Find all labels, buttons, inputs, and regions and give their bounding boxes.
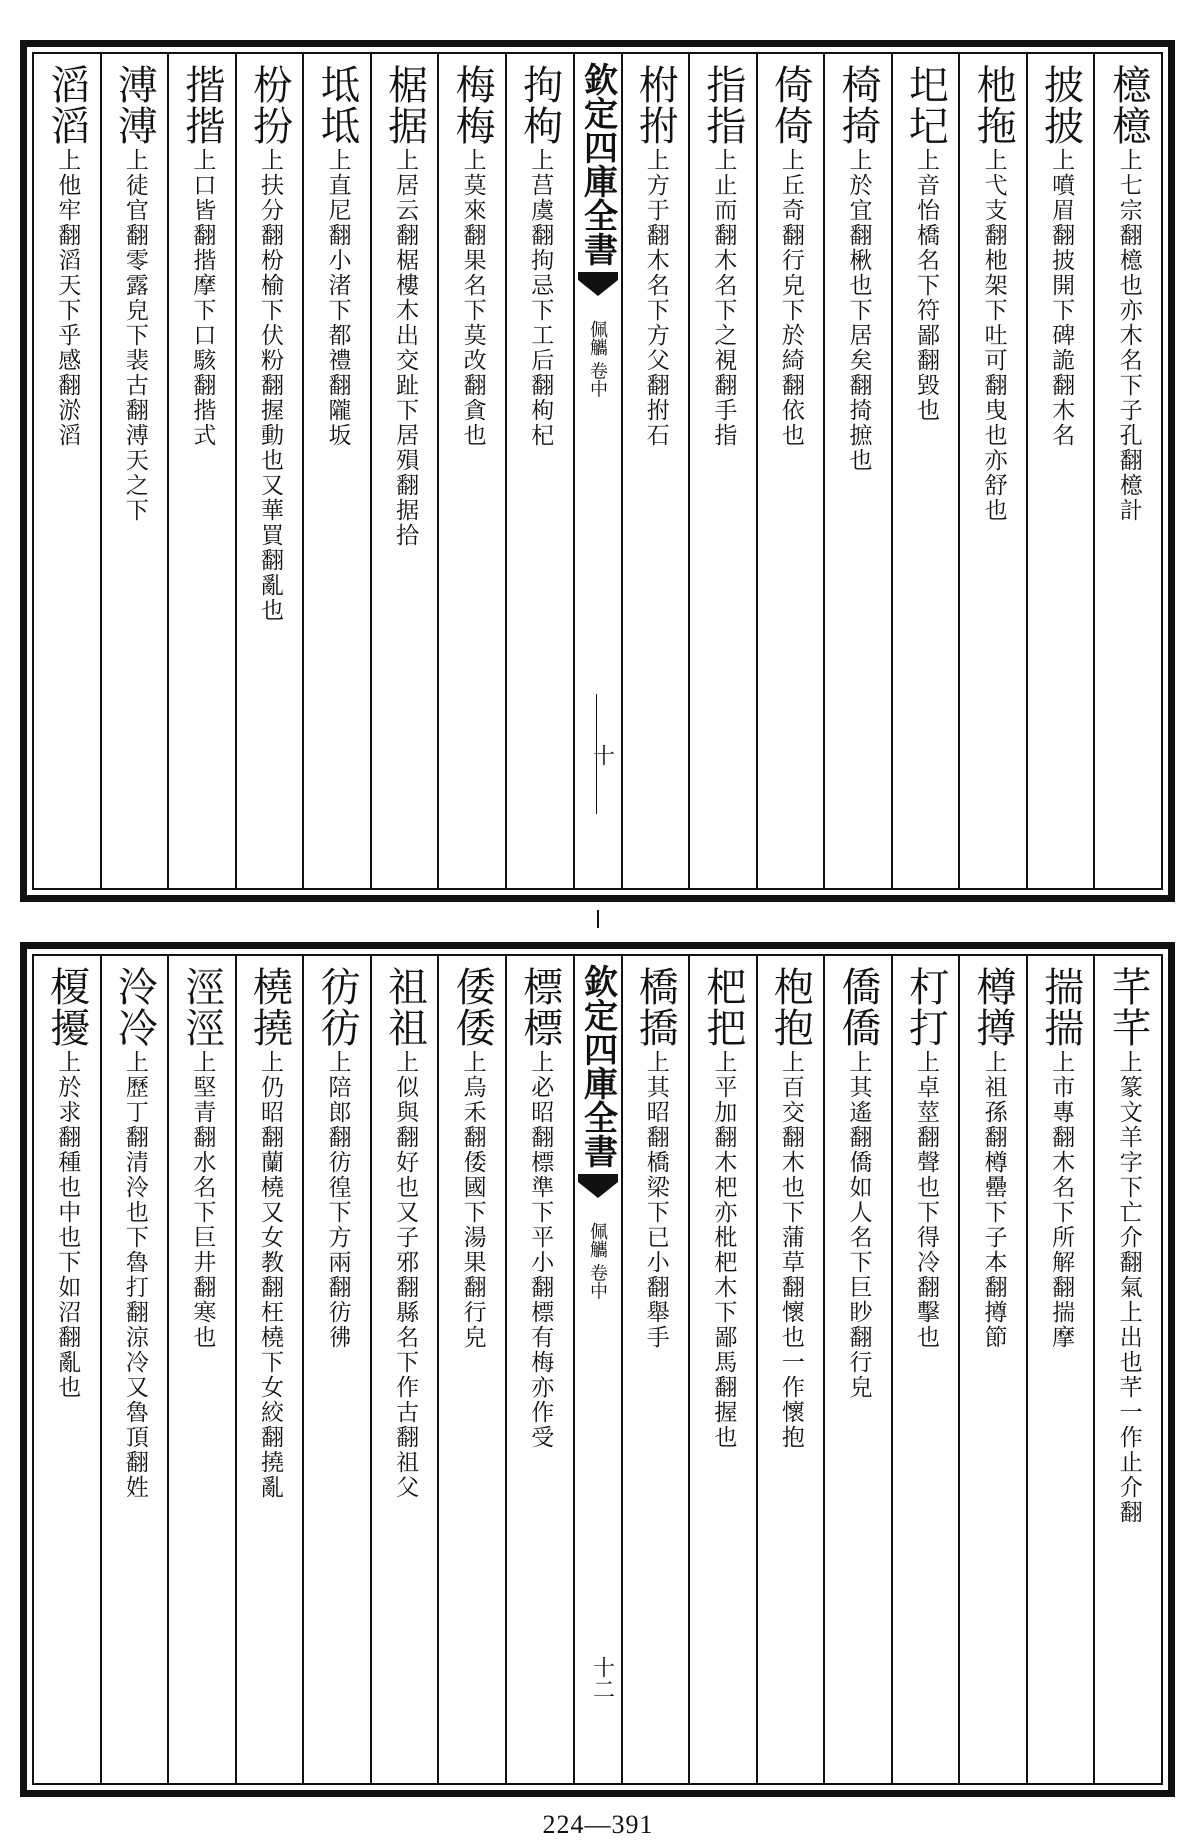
entry-column bbox=[688, 956, 756, 1783]
entry-column bbox=[621, 956, 689, 1783]
entry-note: 上口皆翻揩摩下口駭翻揩式 bbox=[189, 148, 216, 448]
entry-note: 上堅青翻水名下巨井翻寒也 bbox=[189, 1050, 216, 1350]
entry-note: 上直尼翻小渚下都禮翻隴坂 bbox=[324, 148, 351, 448]
entry-note: 上仍昭翻蘭橈又女教翻枉橈下女絞翻撓亂 bbox=[256, 1050, 283, 1500]
entry-note: 上陪郎翻彷徨下方兩翻彷彿 bbox=[324, 1050, 351, 1350]
upper-page-frame bbox=[20, 40, 1175, 902]
lower-page-frame bbox=[20, 942, 1175, 1797]
entry-head: 僑僑 bbox=[834, 966, 881, 1048]
entry-column bbox=[100, 956, 168, 1783]
entry-column bbox=[621, 54, 689, 888]
entry-column bbox=[302, 54, 370, 888]
entry-column bbox=[235, 956, 303, 1783]
entry-head: 泠冷 bbox=[111, 966, 158, 1048]
entry-note: 上篆文羊字下亡介翻氣上出也芊一作止介翻 bbox=[1115, 1050, 1142, 1525]
entry-note: 上他牢翻滔天下乎感翻淤滔 bbox=[54, 148, 81, 448]
entry-head: 樽撙 bbox=[970, 966, 1017, 1048]
entry-note: 上止而翻木名下之視翻手指 bbox=[710, 148, 737, 448]
entry-note: 上丘奇翻行皃下於綺翻依也 bbox=[777, 148, 804, 448]
entry-note: 上歷丁翻清泠也下魯打翻涼冷又魯頂翻姓 bbox=[121, 1050, 148, 1500]
entry-column bbox=[370, 54, 438, 888]
entry-column bbox=[167, 54, 235, 888]
entry-column bbox=[958, 956, 1026, 1783]
entry-head: 坻坻 bbox=[314, 64, 361, 146]
entry-note: 上莒虞翻拘忌下工后翻枸杞 bbox=[527, 148, 554, 448]
page-reference: 224—391 bbox=[542, 1810, 654, 1839]
page-number: 十二 bbox=[589, 1656, 615, 1700]
entry-note: 上卓莖翻聲也下得冷翻擊也 bbox=[913, 1050, 940, 1350]
volume-label: 佩觿 卷中 bbox=[587, 1222, 608, 1300]
entry-column bbox=[34, 956, 100, 1783]
entry-column bbox=[891, 54, 959, 888]
entry-head: 椅掎 bbox=[834, 64, 881, 146]
center-column bbox=[573, 956, 621, 1783]
entry-head: 檍檍 bbox=[1105, 64, 1152, 146]
entry-note: 上莫來翻果名下莫改翻貪也 bbox=[459, 148, 486, 448]
entry-note: 上音怡橋名下符鄙翻毀也 bbox=[913, 148, 940, 423]
entry-column bbox=[100, 54, 168, 888]
entry-head: 橋撟 bbox=[632, 966, 679, 1048]
entry-head: 柎拊 bbox=[632, 64, 679, 146]
entry-head: 芊芊 bbox=[1105, 966, 1152, 1048]
entry-head: 梅梅 bbox=[449, 64, 496, 146]
entry-column bbox=[235, 54, 303, 888]
entry-note: 上扶分翻枌榆下伏粉翻握動也又華買翻亂也 bbox=[256, 148, 283, 623]
entry-note: 上其昭翻橋梁下已小翻舉手 bbox=[642, 1050, 669, 1350]
entry-head: 揩揩 bbox=[178, 64, 225, 146]
volume-label: 佩觿 卷中 bbox=[587, 320, 608, 398]
entry-note: 上平加翻木杷亦枇杷木下鄙馬翻握也 bbox=[710, 1050, 737, 1450]
entry-head: 滔滔 bbox=[43, 64, 90, 146]
entry-note: 上烏禾翻倭國下湯果翻行皃 bbox=[459, 1050, 486, 1350]
entry-head: 指指 bbox=[699, 64, 746, 146]
entry-column bbox=[505, 54, 573, 888]
entry-head: 朾打 bbox=[902, 966, 949, 1048]
book-title: 欽定四庫全書 bbox=[577, 964, 618, 1168]
center-column bbox=[573, 54, 621, 888]
entry-note: 上噴眉翻披開下碑詭翻木名 bbox=[1048, 148, 1075, 448]
entry-note: 上其遙翻僑如人名下巨眇翻行皃 bbox=[845, 1050, 872, 1400]
entry-note: 上於宜翻楸也下居矣翻掎摭也 bbox=[845, 148, 872, 473]
lower-page-columns bbox=[32, 954, 1163, 1785]
entry-column bbox=[1093, 54, 1161, 888]
fish-tail-mark-icon bbox=[578, 1174, 618, 1214]
entry-head: 杷把 bbox=[699, 966, 746, 1048]
entry-head: 揣揣 bbox=[1037, 966, 1084, 1048]
entry-column bbox=[505, 956, 573, 1783]
entry-column bbox=[1093, 956, 1161, 1783]
entry-head: 倭倭 bbox=[449, 966, 496, 1048]
entry-column bbox=[756, 54, 824, 888]
entry-head: 標標 bbox=[516, 966, 563, 1048]
entry-note: 上於求翻種也中也下如沼翻亂也 bbox=[54, 1050, 81, 1400]
entry-head: 彷彷 bbox=[314, 966, 361, 1048]
entry-head: 祖祖 bbox=[381, 966, 428, 1048]
entry-column bbox=[34, 54, 100, 888]
entry-column bbox=[1026, 956, 1094, 1783]
entry-head: 椐据 bbox=[381, 64, 428, 146]
entry-head: 枹抱 bbox=[767, 966, 814, 1048]
entry-note: 上徒官翻零露皃下裴古翻溥天之下 bbox=[121, 148, 148, 523]
entry-note: 上居云翻椐樓木出交趾下居殞翻据拾 bbox=[392, 148, 419, 548]
entry-head: 涇涇 bbox=[178, 966, 225, 1048]
entry-column bbox=[823, 54, 891, 888]
entry-note: 上方于翻木名下方父翻拊石 bbox=[642, 148, 669, 448]
entry-column bbox=[370, 956, 438, 1783]
entry-column bbox=[437, 54, 505, 888]
entry-column bbox=[1026, 54, 1094, 888]
book-title: 欽定四庫全書 bbox=[577, 62, 618, 266]
entry-column bbox=[891, 956, 959, 1783]
entry-note: 上市專翻木名下所解翻揣摩 bbox=[1048, 1050, 1075, 1350]
entry-note: 上祖孫翻樽罍下子本翻撙節 bbox=[980, 1050, 1007, 1350]
entry-head: 拘枸 bbox=[516, 64, 563, 146]
entry-column bbox=[756, 956, 824, 1783]
entry-note: 上百交翻木也下蒲草翻懷也一作懷抱 bbox=[777, 1050, 804, 1450]
gutter-mark bbox=[597, 910, 599, 928]
entry-note: 上必昭翻標準下平小翻標有梅亦作受 bbox=[527, 1050, 554, 1450]
entry-note: 上七宗翻檍也亦木名下子孔翻檍計 bbox=[1115, 148, 1142, 523]
entry-head: 披披 bbox=[1037, 64, 1084, 146]
entry-head: 杝拖 bbox=[970, 64, 1017, 146]
entry-head: 枌扮 bbox=[246, 64, 293, 146]
entry-column bbox=[688, 54, 756, 888]
entry-head: 倚倚 bbox=[767, 64, 814, 146]
entry-head: 榎擾 bbox=[43, 966, 90, 1048]
entry-head: 圯圮 bbox=[902, 64, 949, 146]
entry-column bbox=[958, 54, 1026, 888]
entry-column bbox=[167, 956, 235, 1783]
entry-note: 上似與翻好也又子邪翻縣名下作古翻祖父 bbox=[392, 1050, 419, 1500]
entry-head: 溥溥 bbox=[111, 64, 158, 146]
entry-column bbox=[437, 956, 505, 1783]
entry-column bbox=[823, 956, 891, 1783]
entry-note: 上弋支翻杝架下吐可翻曳也亦舒也 bbox=[980, 148, 1007, 523]
fish-tail-mark-icon bbox=[578, 272, 618, 312]
entry-head: 橈撓 bbox=[246, 966, 293, 1048]
page-number: 十 bbox=[589, 744, 615, 766]
entry-column bbox=[302, 956, 370, 1783]
upper-page-columns bbox=[32, 52, 1163, 890]
